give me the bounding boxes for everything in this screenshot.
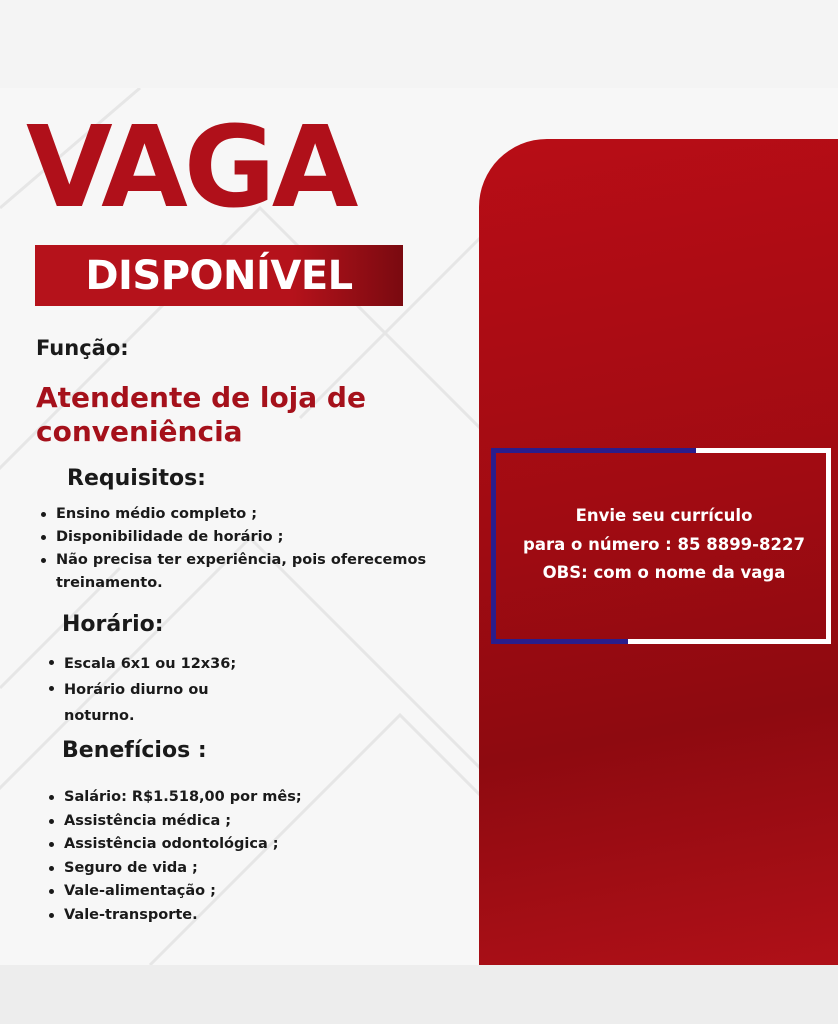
requisitos-title: Requisitos: (67, 466, 206, 491)
list-item: Não precisa ter experiência, pois oferecemos treinamento. (38, 549, 478, 595)
list-item: Horário diurno ou noturno. (46, 677, 276, 729)
contact-line-phone: para o número : 85 8899-8227 (523, 534, 805, 554)
disponivel-banner (35, 245, 403, 306)
list-item: Ensino médio completo ; (38, 503, 478, 526)
horario-title: Horário: (62, 612, 164, 637)
frame-bottom-blue (491, 639, 628, 644)
contact-line-curriculo: Envie seu currículo (575, 506, 753, 525)
list-item: Vale-transporte. (46, 904, 406, 928)
frame-top-white (696, 448, 831, 453)
list-item: Disponibilidade de horário ; (38, 526, 478, 549)
top-margin-band (0, 0, 838, 88)
vaga-headline: VAGA (26, 103, 355, 233)
bottom-margin-band (0, 965, 838, 1024)
beneficios-list (46, 786, 406, 927)
frame-bottom-white (628, 639, 831, 644)
funcao-label: Função: (36, 336, 129, 360)
list-item: Salário: R$1.518,00 por mês; (46, 786, 406, 810)
contact-info (491, 502, 837, 588)
requisitos-list (38, 503, 478, 595)
horario-list (46, 651, 276, 729)
frame-top-blue (491, 448, 696, 453)
list-item: Assistência médica ; (46, 810, 406, 834)
beneficios-title: Benefícios : (62, 738, 207, 763)
list-item: Escala 6x1 ou 12x36; (46, 651, 276, 677)
list-item: Assistência odontológica ; (46, 833, 406, 857)
disponivel-text: DISPONÍVEL (85, 252, 353, 299)
funcao-value: Atendente de loja de conveniência (36, 381, 366, 448)
list-item: Seguro de vida ; (46, 857, 406, 881)
contact-line-obs: OBS: com o nome da vaga (542, 563, 786, 582)
list-item: Vale-alimentação ; (46, 880, 406, 904)
